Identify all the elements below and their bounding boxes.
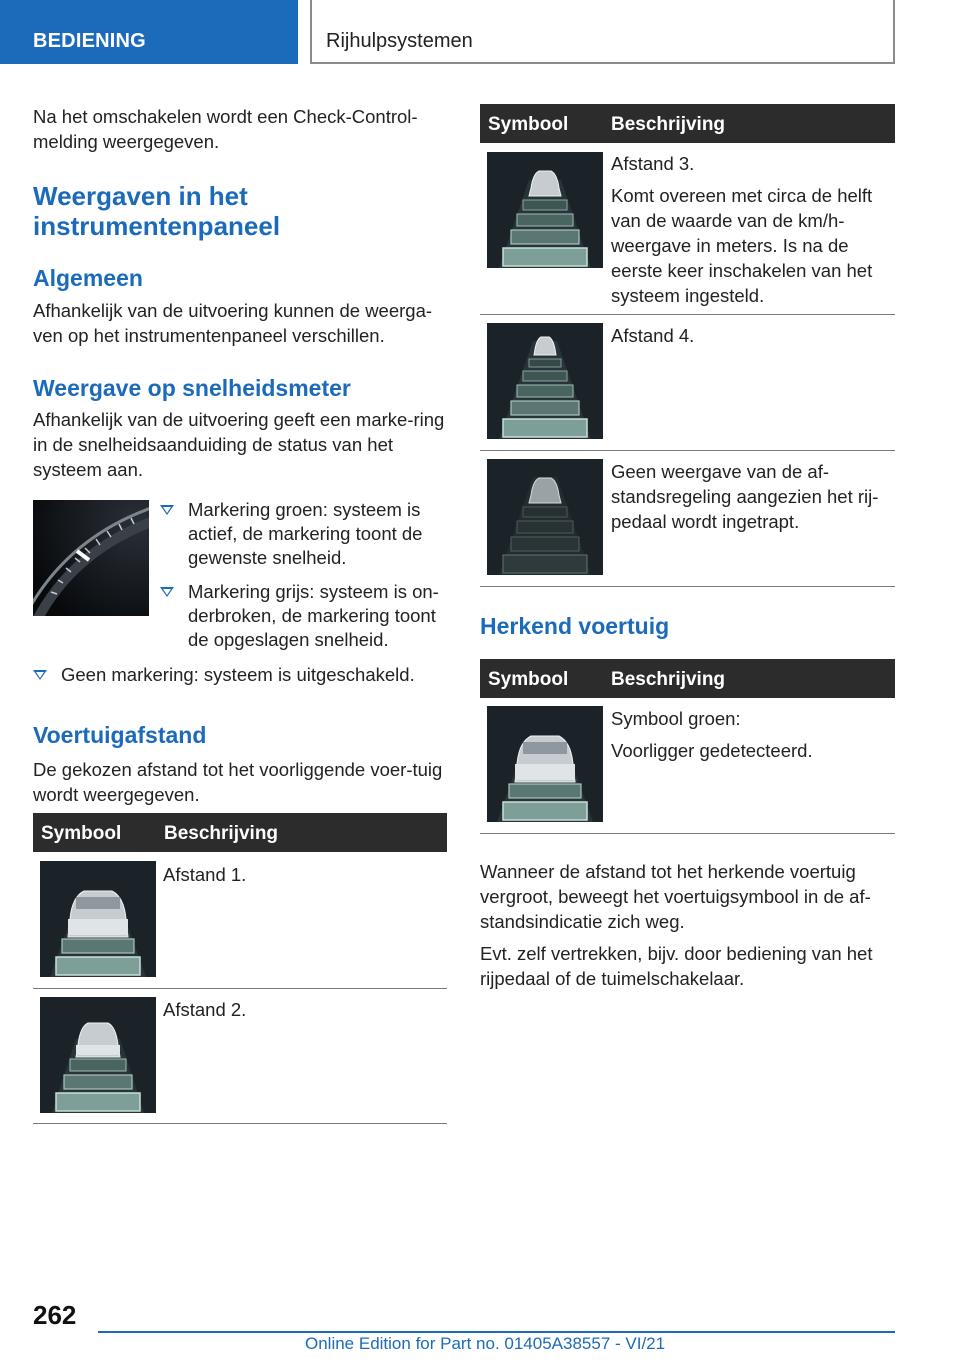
col-description-header: Beschrijving	[611, 669, 726, 690]
distance-3-description: Komt overeen met circa de helft van de waarde van de km/h-weergave in meters. Is na de eerste keer inschakelen van het systeem ingesteld.	[611, 185, 873, 306]
footer-rule	[98, 1331, 895, 1333]
heading-detected-vehicle: Herkend voertuig	[480, 613, 670, 639]
header-chapter-label: Rijhulpsystemen	[326, 30, 473, 52]
bullet-text: Markering groen: systeem is actief, de markering toont de gewenste snelheid.	[188, 499, 423, 568]
intro-paragraph: Na het omschakelen wordt een Check-Control-melding weergegeven.	[33, 106, 418, 152]
bullet-marking-green	[160, 498, 447, 570]
bullet-marking-grey	[160, 580, 447, 652]
bullet-text: Geen markering: systeem is uitgeschakeld.	[61, 664, 415, 685]
no-distance-icon	[487, 459, 603, 575]
heading-vehicle-distance: Voertuigafstand	[33, 722, 207, 748]
vehicle-moves-paragraph: Wanneer de afstand tot het herkende voertuig vergroot, beweegt het voertuigsymbool in de af-standsindicatie zich weg.	[480, 861, 871, 932]
distance-1-icon	[40, 861, 156, 977]
col-symbol-header: Symbool	[488, 114, 569, 135]
distance-1-text: Afstand 1.	[163, 864, 247, 885]
distance-3-text	[611, 151, 895, 308]
distance-3-icon	[487, 152, 603, 268]
table-row-divider	[480, 314, 895, 315]
header-section-label: BEDIENING	[33, 30, 146, 52]
detected-vehicle-icon	[487, 706, 603, 822]
drive-off-paragraph: Evt. zelf vertrekken, bijv. door bediening van het rijpedaal of de tuimelschakelaar.	[480, 943, 873, 989]
table-row-divider	[33, 988, 447, 989]
distance-3-title: Afstand 3.	[611, 153, 695, 174]
bullet-no-marking	[33, 663, 447, 687]
triangle-bullet-icon	[33, 670, 47, 680]
table-row-divider	[480, 450, 895, 451]
detected-vehicle-text	[611, 706, 895, 763]
triangle-bullet-icon	[160, 587, 174, 597]
triangle-bullet-icon	[160, 505, 174, 515]
col-description-header: Beschrijving	[164, 823, 279, 844]
distance-table-header	[33, 813, 447, 852]
table-bottom-line	[33, 1123, 447, 1124]
distance-4-text: Afstand 4.	[611, 325, 695, 346]
col-symbol-header: Symbool	[41, 823, 122, 844]
col-description-header: Beschrijving	[611, 114, 726, 135]
heading-general: Algemeen	[33, 265, 143, 291]
heading-speedometer-display: Weergave op snelheidsmeter	[33, 375, 351, 401]
speedometer-marking-image	[33, 500, 149, 616]
vehicle-table-header	[480, 659, 895, 698]
header-chapter-tab	[310, 0, 895, 64]
speedometer-paragraph: Afhankelijk van de uitvoering geeft een marke-ring in de snelheidsaanduiding de status van het systeem aan.	[33, 409, 445, 480]
table-bottom-line	[480, 833, 895, 834]
distance-2-text: Afstand 2.	[163, 999, 247, 1020]
detected-vehicle-description: Voorligger gedetecteerd.	[611, 740, 813, 761]
detected-vehicle-title: Symbool groen:	[611, 708, 741, 729]
heading-displays-instrument-panel: Weergaven in het instrumentenpaneel	[33, 181, 281, 241]
no-distance-text: Geen weergave van de af-standsregeling aangezien het rij-pedaal wordt ingetrapt.	[611, 461, 879, 532]
page-number: 262	[33, 1300, 77, 1330]
distance-paragraph: De gekozen afstand tot het voorliggende voer-tuig wordt weergegeven.	[33, 759, 443, 805]
distance-2-icon	[40, 997, 156, 1113]
header-section-tab	[0, 0, 298, 64]
distance-4-icon	[487, 323, 603, 439]
col-symbol-header: Symbool	[488, 669, 569, 690]
bullet-text: Markering grijs: systeem is on-derbroken, de markering toont de opgeslagen snelheid.	[188, 581, 439, 650]
distance-table-cont-header	[480, 104, 895, 143]
table-bottom-line	[480, 586, 895, 587]
general-paragraph: Afhankelijk van de uitvoering kunnen de weerga-ven op het instrumentenpaneel verschillen.	[33, 300, 433, 346]
footer-edition-text: Online Edition for Part no. 01405A38557 - VI/21	[305, 1334, 666, 1353]
